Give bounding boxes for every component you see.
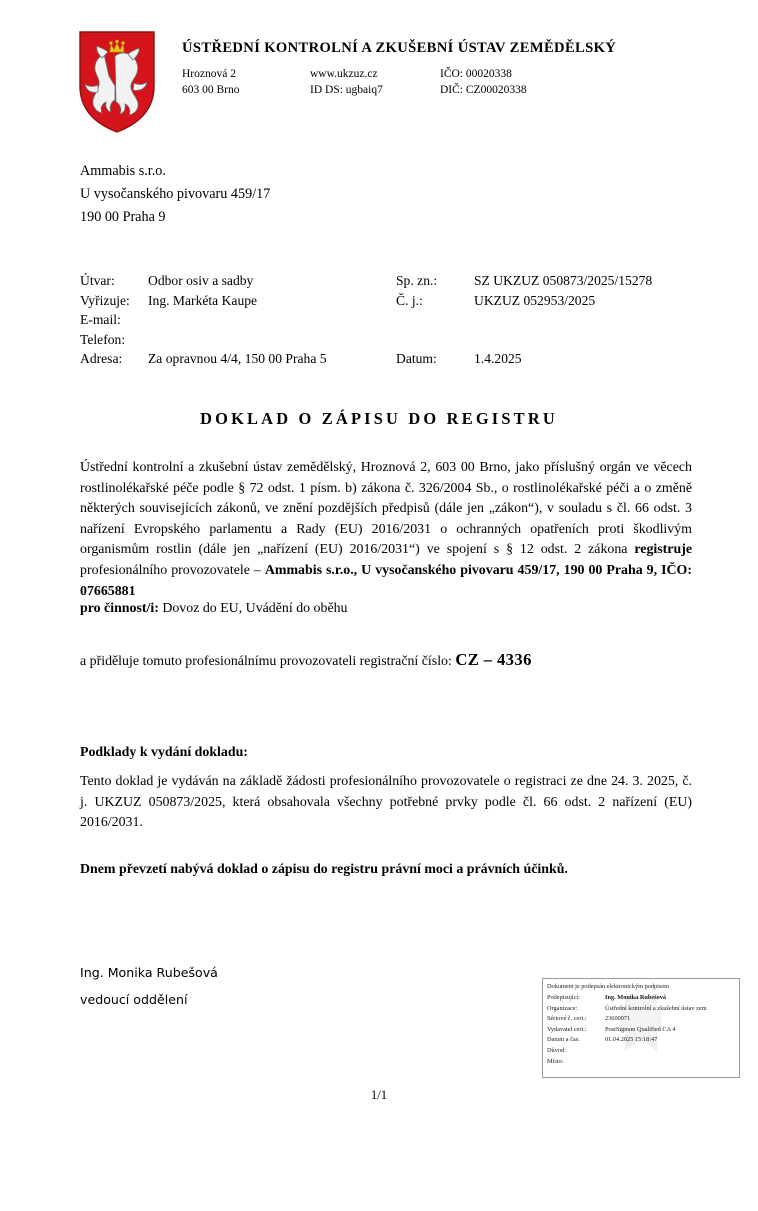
meta-value-utvar: Odbor osiv a sadby [148, 273, 254, 288]
document-header [0, 28, 758, 140]
page-title: DOKLAD O ZÁPISU DO REGISTRU [200, 409, 558, 428]
meta-label-datum: Datum: [396, 351, 437, 366]
meta-value-email [148, 310, 396, 330]
contact-address-column [182, 66, 310, 99]
document-metadata [80, 271, 694, 369]
meta-label-telefon: Telefon: [80, 331, 126, 347]
meta-label-spzn: Sp. zn.: [396, 273, 438, 288]
meta-value-empty-1 [474, 310, 694, 330]
signature-details [543, 979, 739, 1067]
sig-value-signer: Ing. Monika Rubešová [605, 994, 667, 1002]
recipient-street: U vysočanského pivovaru 459/17 [80, 186, 271, 202]
meta-value-empty-2 [474, 330, 694, 350]
contact-web-column [310, 66, 440, 99]
sig-value-reason [605, 1046, 739, 1057]
registration-number-value: CZ – 4336 [455, 650, 532, 669]
registration-number-line [80, 650, 692, 673]
organization-block [182, 40, 690, 98]
contact-dic: DIČ: CZ00020338 [440, 83, 527, 96]
contact-street: Hroznová 2 [182, 67, 236, 80]
recipient-city: 190 00 Praha 9 [80, 209, 166, 225]
signer-name: Ing. Monika Rubešová [80, 965, 218, 980]
section-text-podklady: Tento doklad je vydáván na základě žádosti profesionálního provozovatele o registraci ze dne 24. 3. 2025, č. j. UKZUZ 050873/2025, která obsahovala všechny potřebné prvky podle čl. 66 odst. 2 nařízení (EU) 2016/2031. [80, 774, 692, 831]
sig-key-issuer: Vydavatel cert.: [547, 1025, 587, 1033]
sig-key-signer: Podepisující: [547, 994, 580, 1002]
signature-stamp-title: Dokument je podepsán elektronickým podpisem [547, 983, 670, 990]
contact-city: 603 00 Brno [182, 83, 240, 96]
sig-key-reason: Důvod: [547, 1047, 566, 1055]
contact-columns [182, 66, 690, 99]
sig-key-organization: Organizace: [547, 1004, 578, 1012]
czech-coat-of-arms-icon [78, 30, 156, 134]
signer-position: vedoucí oddělení [80, 992, 188, 1007]
paragraph-part-1: Ústřední kontrolní a zkušební ústav zemědělský, Hroznová 2, 603 00 Brno, jako příslušný orgán ve věcech rostlinolékařské péče podle § 72 odst. 1 písm. b) zákona č. 326/2004 Sb., o rostlinolékařské péči a o změně některých souvisejících zákonů, ve znění pozdějších předpisů (dále jen „zákon“), v souladu s čl. 66 odst. 3 nařízení Evropského parlamentu a Rady (EU) 2016/2031 o ochranných opatřeních proti škodlivým organismům rostlin (dále jen „nařízení (EU) 2016/2031“) ve spojení s § 12 odst. 2 zákona [80, 460, 692, 558]
sig-key-place: Místo: [547, 1057, 564, 1065]
legal-effect-note: Dnem převzetí nabývá doklad o zápisu do registru právní moci a právních účinků. [80, 862, 568, 877]
meta-label-empty-1 [396, 310, 474, 330]
organization-name: ÚSTŘEDNÍ KONTROLNÍ A ZKUŠEBNÍ ÚSTAV ZEMĚDĚLSKÝ [182, 40, 617, 56]
meta-value-spzn: SZ UKZUZ 050873/2025/15278 [474, 273, 653, 288]
meta-label-cj: Č. j.: [396, 292, 423, 308]
table-row [80, 349, 694, 369]
page-footer [0, 1088, 758, 1103]
meta-label-adresa: Adresa: [80, 351, 123, 366]
meta-value-cj: UKZUZ 052953/2025 [474, 292, 596, 308]
meta-value-adresa: Za opravnou 4/4, 150 00 Praha 5 [148, 351, 327, 366]
contact-ico: IČO: 00020338 [440, 67, 512, 80]
contact-ids-column [440, 66, 620, 99]
activity-value: Dovoz do EU, Uvádění do oběhu [158, 601, 348, 616]
list-item [547, 1035, 739, 1046]
activity-label: pro činnost/i: [80, 601, 159, 616]
paragraph-bold-registruje: registruje [634, 542, 692, 558]
contact-data-box-id: ID DS: ugbaiq7 [310, 83, 383, 96]
meta-label-vyrizuje: Vyřizuje: [80, 292, 130, 308]
meta-value-datum: 1.4.2025 [474, 351, 522, 366]
meta-label-email: E-mail: [80, 312, 121, 327]
recipient-address-block [80, 160, 270, 229]
digital-signature-stamp [542, 978, 740, 1078]
metadata-table [80, 271, 694, 369]
sig-value-issuer: PostSignum Qualified CA 4 [605, 1025, 676, 1033]
sig-key-datetime: Datum a čas: [547, 1036, 580, 1044]
table-row [80, 271, 694, 291]
table-row [80, 330, 694, 350]
sig-value-serial: 23600971 [605, 1015, 631, 1023]
meta-value-telefon [148, 330, 396, 350]
recipient-company: Ammabis s.r.o. [80, 163, 166, 179]
paragraph-part-2: profesionálního provozovatele – [80, 562, 265, 578]
list-item [547, 1025, 739, 1036]
list-item [547, 993, 739, 1004]
section-heading-podklady: Podklady k vydání dokladu: [80, 745, 248, 760]
meta-label-empty-2 [396, 330, 474, 350]
sig-value-datetime: 01.04.2025 15:18:47 [605, 1036, 658, 1044]
list-item [547, 1004, 739, 1015]
table-row [80, 310, 694, 330]
activity-line [80, 599, 692, 620]
registration-number-prefix: a přiděluje tomuto profesionálnímu provozovateli registrační číslo: [80, 654, 456, 669]
main-paragraph [80, 458, 692, 602]
list-item [547, 1046, 739, 1057]
signature-block [80, 959, 218, 1013]
list-item [547, 1057, 739, 1068]
list-item [547, 1014, 739, 1025]
contact-website[interactable]: www.ukzuz.cz [310, 67, 378, 80]
table-row [80, 291, 694, 311]
meta-label-utvar: Útvar: [80, 273, 115, 288]
paragraph-bold-company: Ammabis s.r.o., U vysočanského pivovaru 459/17, 190 00 Praha 9, IČO: 07665881 [80, 562, 692, 599]
sig-key-serial: Sériové č. cert.: [547, 1015, 587, 1023]
sig-value-organization: Ústřední kontrolní a zkušební ústav zem [605, 1004, 707, 1012]
meta-value-vyrizuje: Ing. Markéta Kaupe [148, 292, 258, 308]
page-number: 1/1 [370, 1088, 388, 1102]
sig-value-place [605, 1057, 739, 1068]
